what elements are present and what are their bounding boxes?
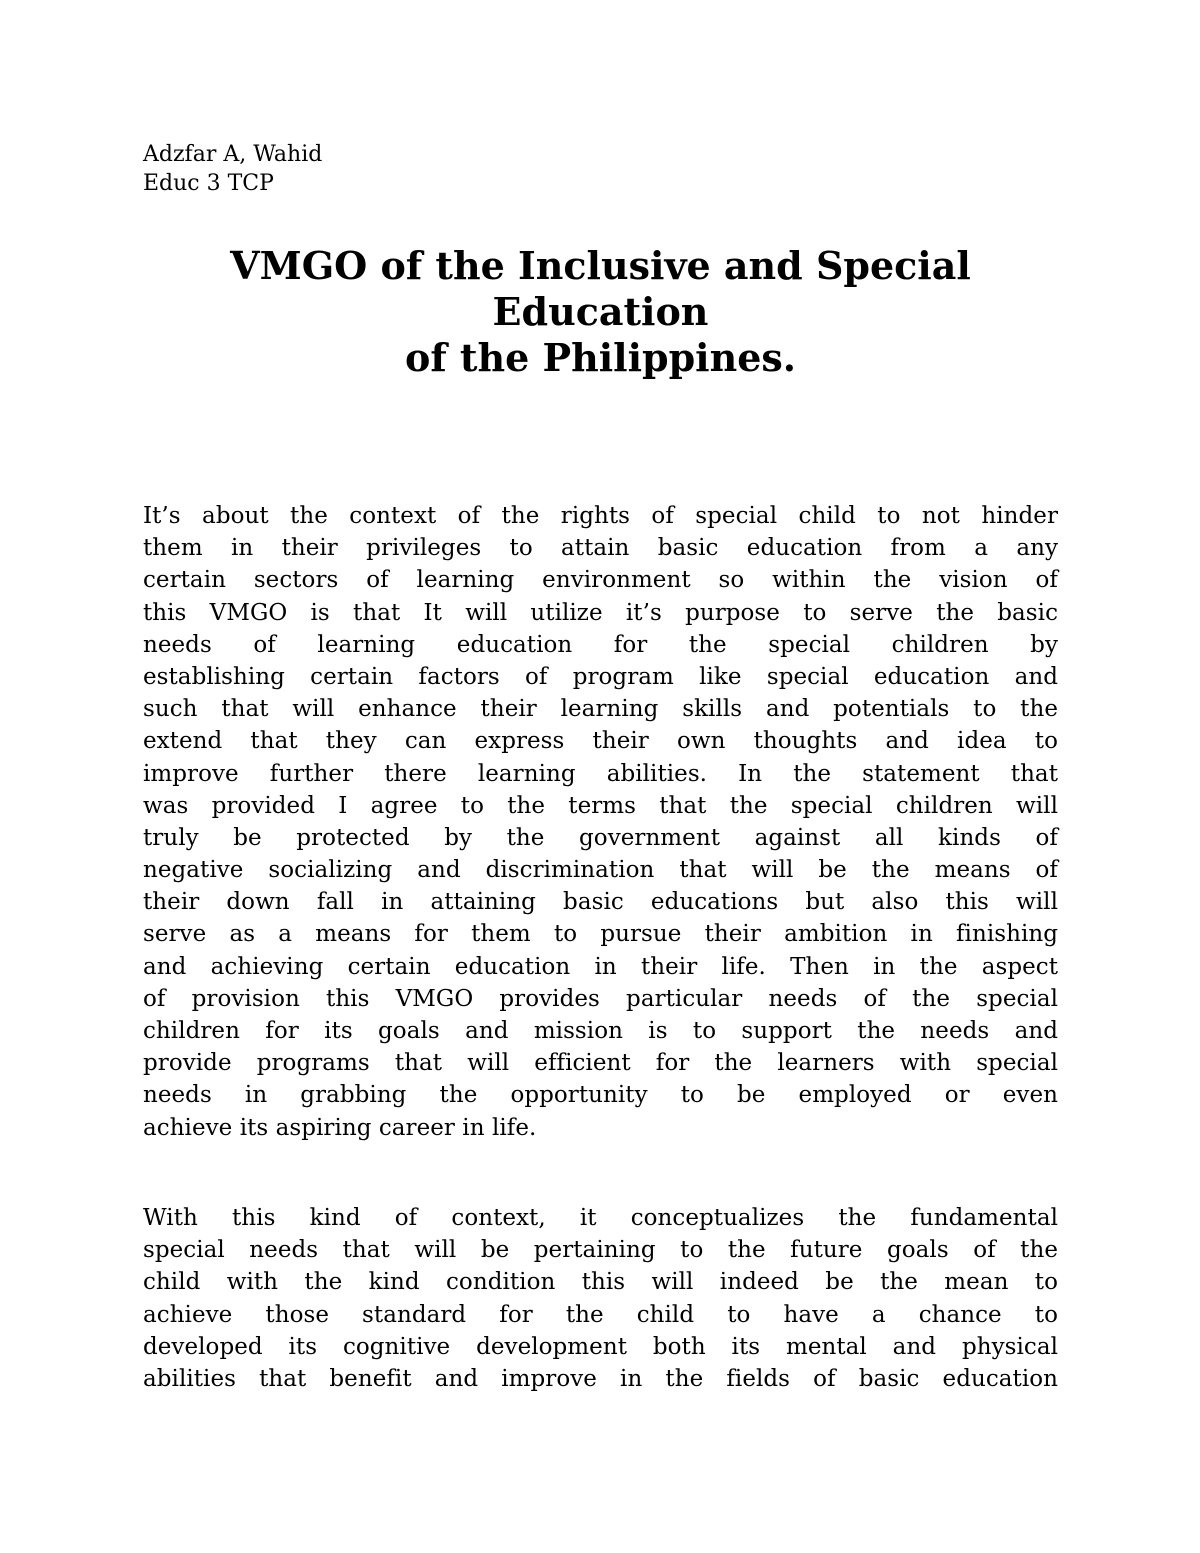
paragraph-line: needs of learning education for the special children by bbox=[143, 631, 1058, 658]
title-line: of the Philippines. bbox=[404, 335, 797, 380]
paragraph-line: With this kind of context, it conceptualizes the fundamental bbox=[143, 1205, 1058, 1231]
title-line: VMGO of the Inclusive and Special bbox=[230, 243, 971, 288]
document-title bbox=[143, 243, 1058, 381]
paragraph-line: special needs that will be pertaining to the future goals of the bbox=[143, 1237, 1058, 1264]
course-name: Educ 3 TCP bbox=[143, 171, 274, 196]
paragraph-line: It’s about the context of the rights of special child to not hinder bbox=[143, 503, 1058, 529]
paragraph-2 bbox=[143, 1202, 1058, 1395]
paragraph-line: establishing certain factors of program like special education and bbox=[143, 663, 1058, 690]
paragraph-line: child with the kind condition this will indeed be the mean to bbox=[143, 1269, 1058, 1296]
paragraph-line: their down fall in attaining basic educations but also this will bbox=[143, 889, 1058, 916]
paragraph-line: and achieving certain education in their life. Then in the aspect bbox=[143, 953, 1058, 980]
paragraph-line: certain sectors of learning environment so within the vision of bbox=[143, 567, 1058, 594]
paragraph-line: abilities that benefit and improve in the fields of basic education bbox=[143, 1365, 1058, 1392]
paragraph-line: of provision this VMGO provides particular needs of the special bbox=[143, 985, 1058, 1012]
paragraph-line: needs in grabbing the opportunity to be employed or even bbox=[143, 1082, 1058, 1109]
paragraph-line: was provided I agree to the terms that the special children will bbox=[143, 792, 1058, 819]
author-name: Adzfar A, Wahid bbox=[143, 142, 323, 167]
title-line: Education bbox=[492, 289, 709, 334]
document-header bbox=[143, 140, 322, 198]
paragraph-line: truly be protected by the government against all kinds of bbox=[143, 824, 1058, 851]
paragraph-line: them in their privileges to attain basic education from a any bbox=[143, 535, 1058, 562]
paragraph-line: serve as a means for them to pursue their ambition in finishing bbox=[143, 921, 1058, 948]
paragraph-line: negative socializing and discrimination that will be the means of bbox=[143, 857, 1058, 884]
paragraph-line: achieve its aspiring career in life. bbox=[143, 1114, 537, 1141]
paragraph-line: this VMGO is that It will utilize it’s purpose to serve the basic bbox=[143, 599, 1058, 626]
paragraph-line: achieve those standard for the child to have a chance to bbox=[143, 1301, 1058, 1328]
paragraph-line: such that will enhance their learning skills and potentials to the bbox=[143, 696, 1058, 723]
paragraph-line: provide programs that will efficient for the learners with special bbox=[143, 1050, 1058, 1077]
paragraph-line: children for its goals and mission is to support the needs and bbox=[143, 1018, 1058, 1044]
paragraph-line: developed its cognitive development both its mental and physical bbox=[143, 1333, 1058, 1360]
paragraph-line: extend that they can express their own thoughts and idea to bbox=[143, 728, 1058, 755]
paragraph-line: improve further there learning abilities. In the statement that bbox=[143, 760, 1058, 787]
paragraph-1 bbox=[143, 500, 1058, 1144]
